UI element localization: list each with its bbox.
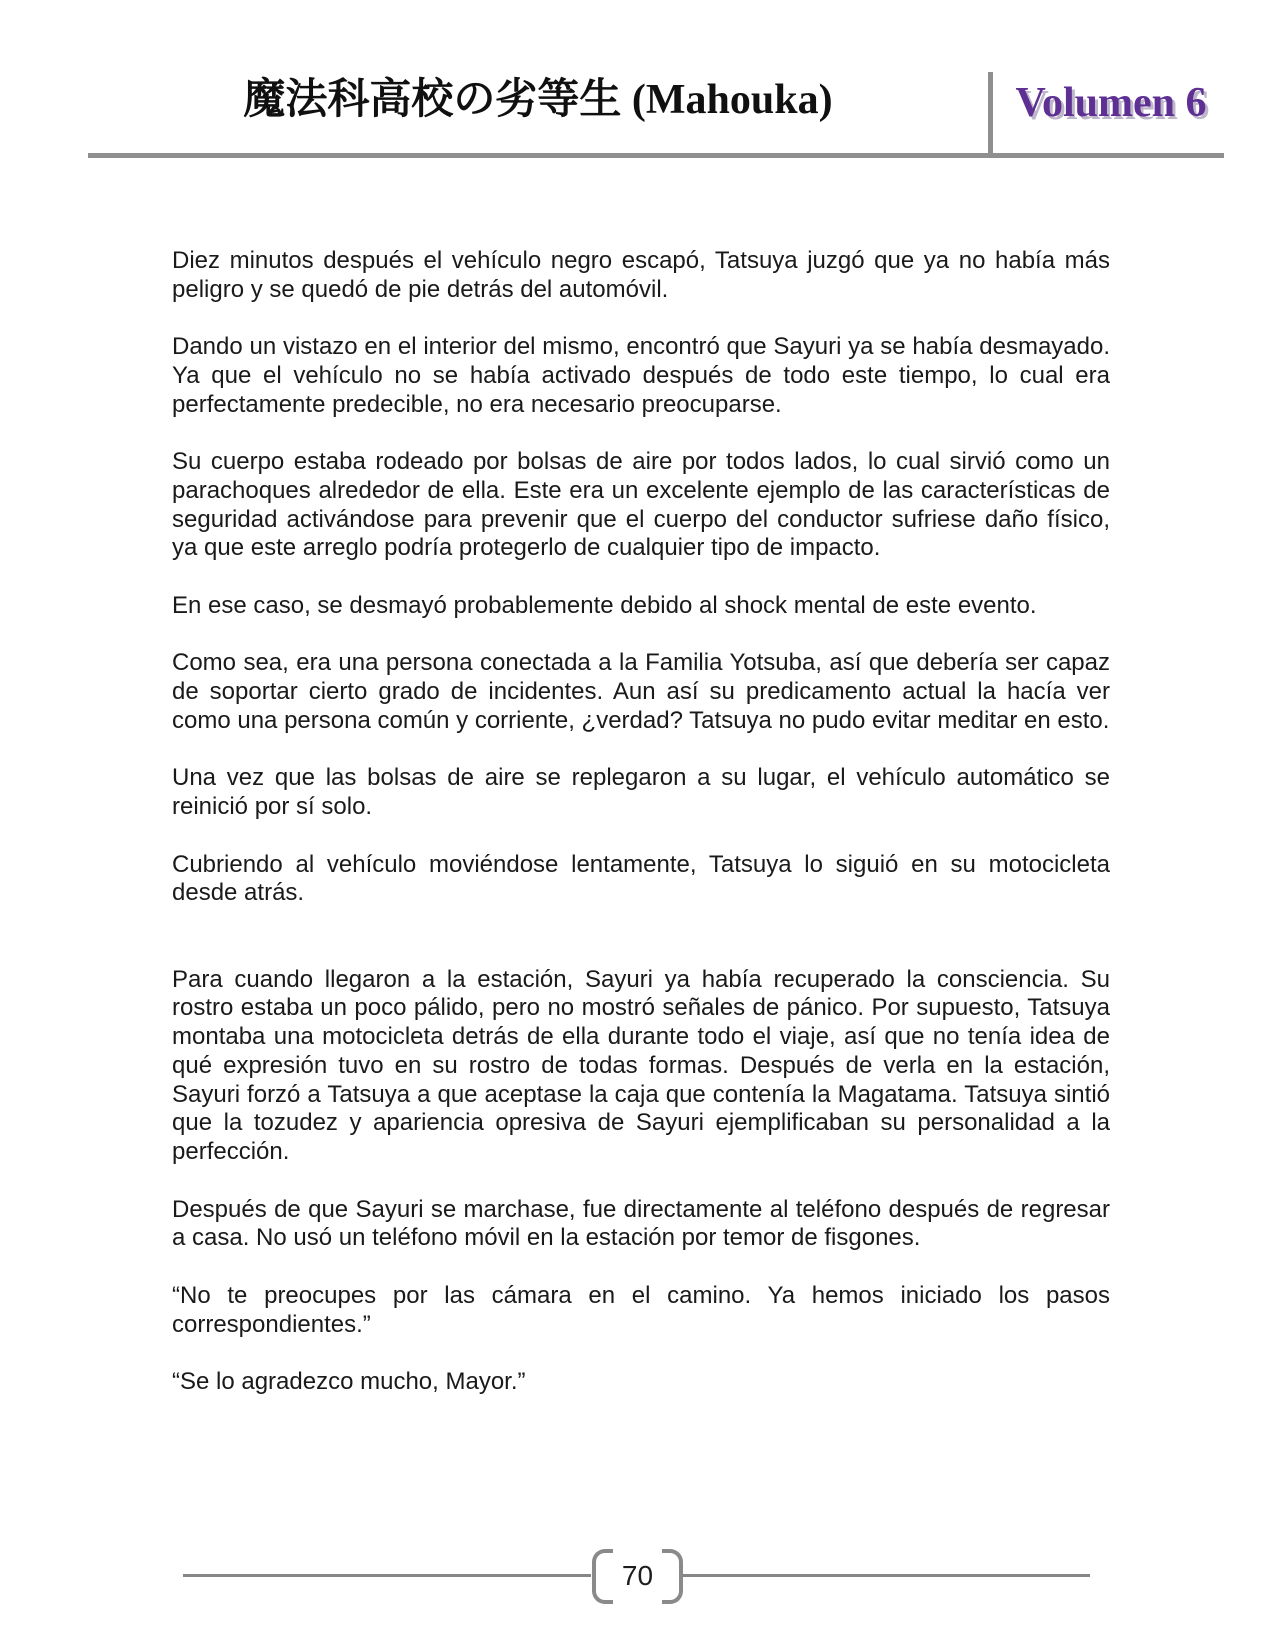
footer-rule-right xyxy=(682,1574,1090,1577)
paragraph: En ese caso, se desmayó probablemente debido al shock mental de este evento. xyxy=(172,591,1037,619)
body-text xyxy=(172,218,1110,1397)
paragraph: Dando un vistazo en el interior del mismo, encontró que Sayuri ya se había desmayado. Ya que el vehículo no se había activado después de todo este tiempo, lo cual era perfectamente predecible, no era necesario preocuparse. xyxy=(172,333,1110,418)
paragraph: Para cuando llegaron a la estación, Sayuri ya había recuperado la consciencia. Su rostro estaba un poco pálido, pero no mostró señales de pánico. Por supuesto, Tatsuya montaba una motocicleta detrás de ella durante todo el viaje, así que no tenía idea de qué expresión tuvo en su rostro de todas formas. Después de verla en la estación, Sayuri forzó a Tatsuya a que aceptase la caja que contenía la Magatama. Tatsuya sintió que la tozudez y apariencia opresiva de Sayuri ejemplificaban su personalidad a la perfección. xyxy=(172,965,1110,1165)
volume-label: Volumen 6 xyxy=(1015,80,1207,126)
footer-rule-left xyxy=(183,1574,591,1577)
page-number-bracket-right-icon xyxy=(662,1549,683,1604)
header-vertical-divider xyxy=(988,72,993,158)
paragraph: Diez minutos después el vehículo negro escapó, Tatsuya juzgó que ya no había más peligro y se quedó de pie detrás del automóvil. xyxy=(172,246,1110,303)
series-title: 魔法科高校の劣等生 (Mahouka) xyxy=(243,77,833,123)
paragraph: “No te preocupes por las cámara en el camino. Ya hemos iniciado los pasos correspondientes.” xyxy=(172,1281,1110,1338)
page-number: 70 xyxy=(621,1560,654,1591)
paragraph: Cubriendo al vehículo moviéndose lentamente, Tatsuya lo siguió en su motocicleta desde atrás. xyxy=(172,850,1110,907)
paragraph: Después de que Sayuri se marchase, fue directamente al teléfono después de regresar a casa. No usó un teléfono móvil en la estación por temor de fisgones. xyxy=(172,1195,1110,1252)
paragraph: “Se lo agradezco mucho, Mayor.” xyxy=(172,1368,526,1395)
paragraph: Como sea, era una persona conectada a la Familia Yotsuba, así que debería ser capaz de soportar cierto grado de incidentes. Aun así su predicamento actual la hacía ver como una persona común y corriente, ¿verdad? Tatsuya no pudo evitar meditar en esto. xyxy=(172,649,1110,734)
header-rule xyxy=(88,153,1224,158)
paragraph: Su cuerpo estaba rodeado por bolsas de aire por todos lados, lo cual sirvió como un parachoques alrededor de ella. Este era un excelente ejemplo de las características de seguridad activándose para prevenir que el cuerpo del conductor sufriese daño físico, ya que este arreglo podría protegerlo de cualquier tipo de impacto. xyxy=(172,448,1110,562)
paragraph: Una vez que las bolsas de aire se replegaron a su lugar, el vehículo automático se reinició por sí solo. xyxy=(172,764,1110,820)
